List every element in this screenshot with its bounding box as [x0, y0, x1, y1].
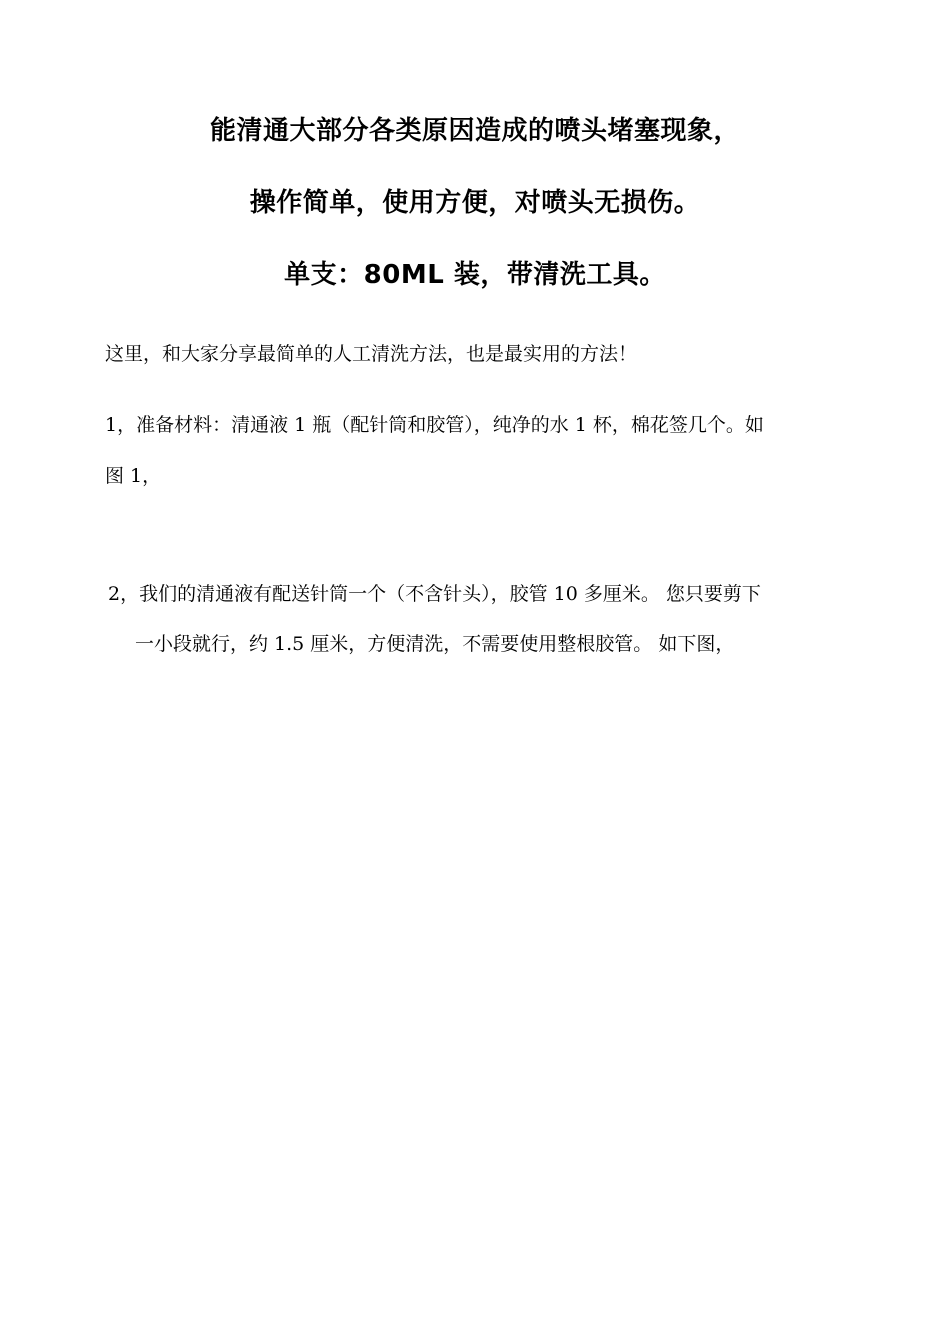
- heading-line-2: 操作简单，使用方便，对喷头无损伤。: [249, 188, 701, 218]
- step2-line-2: 一小段就行，约 1.5 厘米，方便清洗，不需要使用整根胶管。 如下图，: [135, 633, 735, 655]
- heading-line-1: 能清通大部分各类原因造成的喷头堵塞现象，: [209, 116, 740, 146]
- step1-line-2: 图 1，: [105, 465, 162, 487]
- intro-paragraph: 这里，和大家分享最简单的人工清洗方法，也是最实用的方法！: [105, 343, 638, 365]
- step2-line-1: 2，我们的清通液有配送针筒一个（不含针头），胶管 10 多厘米。 您只要剪下: [108, 583, 761, 605]
- heading-line-3: 单支：80ML 装，带清洗工具。: [284, 260, 666, 290]
- step1-line-1: 1，准备材料：清通液 1 瓶（配针筒和胶管），纯净的水 1 杯，棉花签几个。如: [105, 414, 764, 436]
